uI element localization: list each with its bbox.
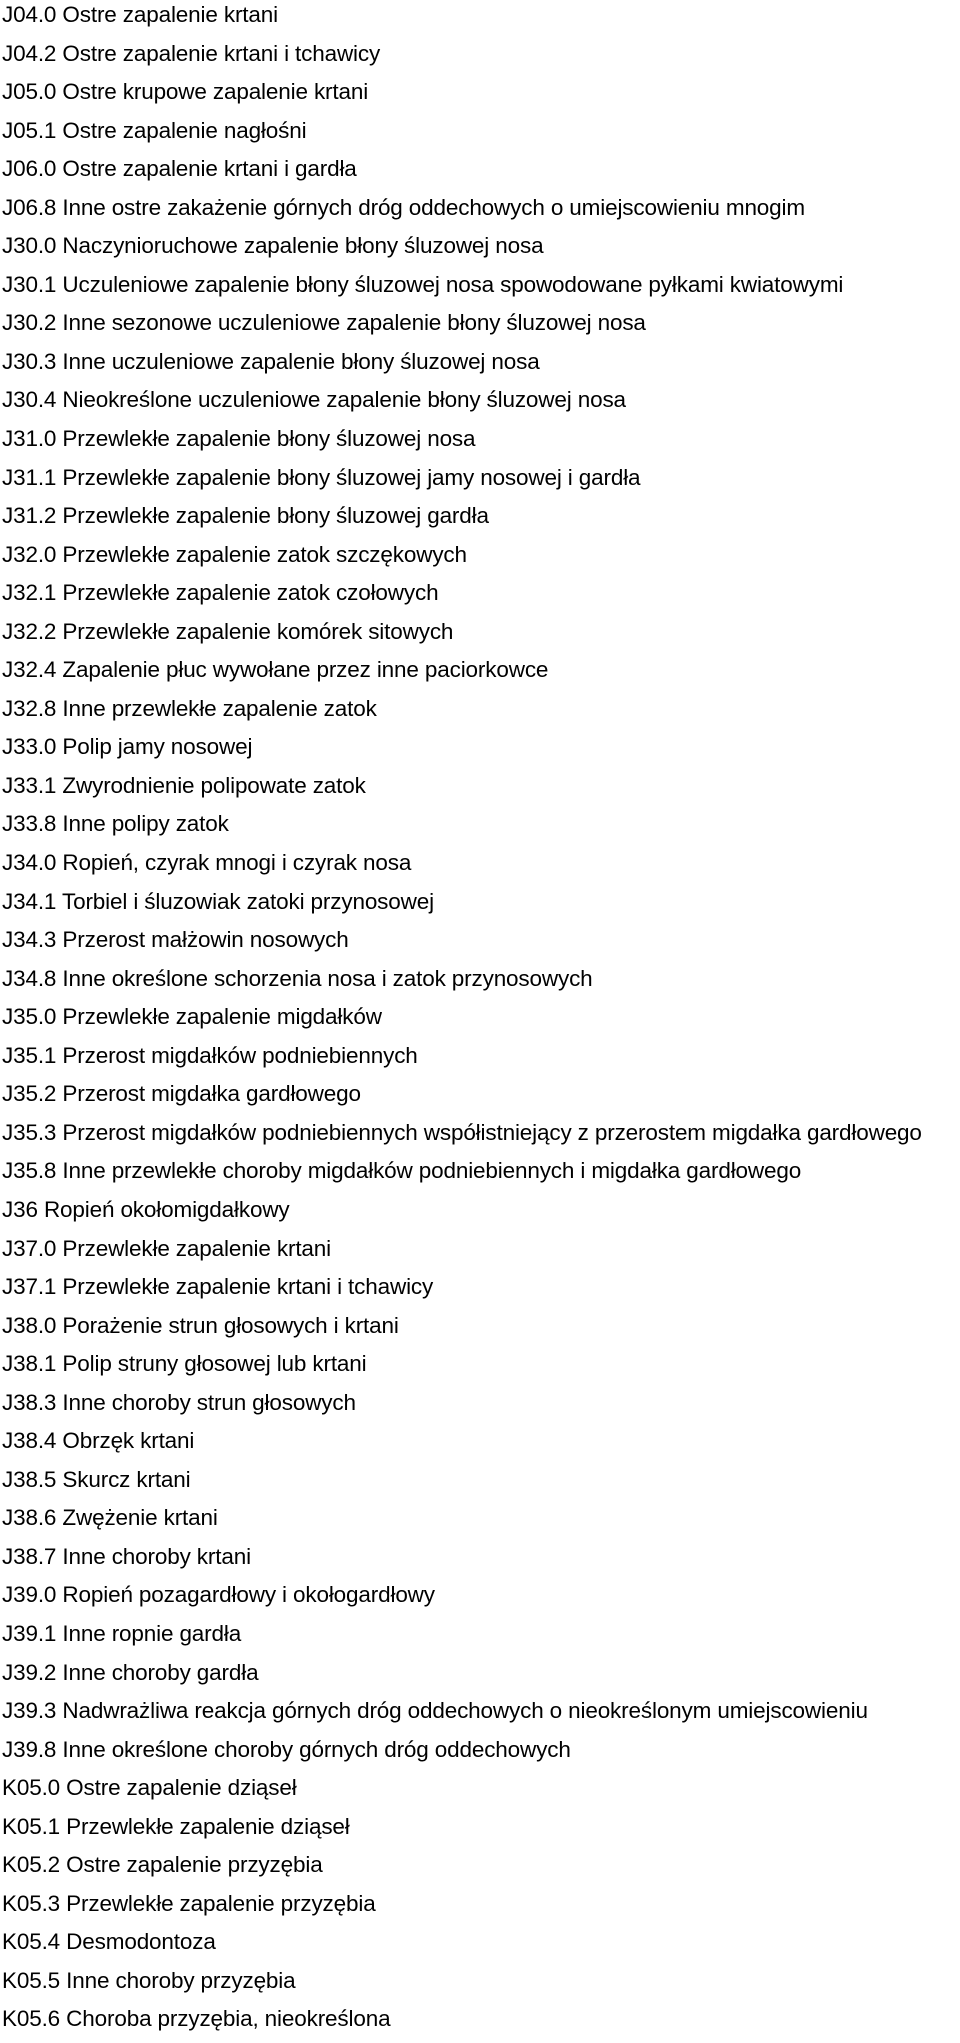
diagnosis-code: J33.1 [2,772,57,798]
diagnosis-description: Inne ropnie gardła [62,1620,242,1646]
diagnosis-code: J39.1 [2,1620,57,1646]
diagnosis-code: K05.0 [2,1775,61,1801]
diagnosis-description: Przerost małżowin nosowych [62,927,349,953]
list-item [2,887,958,926]
list-item [2,1388,958,1427]
diagnosis-code: J35.3 [2,1119,57,1145]
list-item [2,1311,958,1350]
diagnosis-code: J39.0 [2,1582,57,1608]
diagnosis-code: J31.2 [2,503,57,529]
diagnosis-description: Przerost migdałków podniebiennych współistniejący z przerostem migdałka gardłowego [62,1119,922,1145]
diagnosis-description: Przewlekłe zapalenie komórek sitowych [62,618,454,644]
list-item [2,848,958,887]
list-item [2,1658,958,1697]
diagnosis-code: J39.2 [2,1659,57,1685]
diagnosis-description: Przewlekłe zapalenie migdałków [62,1004,382,1030]
diagnosis-code: J34.8 [2,965,57,991]
diagnosis-description: Inne przewlekłe zapalenie zatok [62,695,377,721]
diagnosis-code: J31.0 [2,426,57,452]
diagnosis-description: Przewlekłe zapalenie błony śluzowej jamy nosowej i gardła [62,464,641,490]
diagnosis-description: Przewlekłe zapalenie zatok czołowych [62,580,439,606]
list-item [2,1465,958,1504]
list-item [2,1118,958,1157]
diagnosis-description: Ostre zapalenie dziąseł [66,1775,297,1801]
diagnosis-description: Choroba przyzębia, nieokreślona [66,2006,391,2032]
diagnosis-description: Zwężenie krtani [62,1505,218,1531]
diagnosis-code: J39.8 [2,1736,57,1762]
diagnosis-description: Inne choroby gardła [62,1659,259,1685]
diagnosis-code: J04.0 [2,2,57,27]
diagnosis-code: J33.0 [2,734,57,760]
diagnosis-code: J36 [2,1196,38,1222]
diagnosis-code: K05.1 [2,1813,61,1839]
diagnosis-description: Zapalenie płuc wywołane przez inne paciorkowce [62,657,549,683]
list-item [2,2004,958,2043]
list-item [2,1850,958,1889]
list-item [2,1041,958,1080]
list-item [2,1927,958,1966]
diagnosis-description: Przewlekłe zapalenie błony śluzowej gardła [62,503,489,529]
list-item [2,1966,958,2005]
diagnosis-code: J32.4 [2,657,57,683]
list-item [2,0,958,39]
diagnosis-code: K05.5 [2,1967,61,1993]
diagnosis-code: J35.0 [2,1004,57,1030]
diagnosis-code: J05.0 [2,79,57,105]
diagnosis-description: Ropień, czyrak mnogi i czyrak nosa [62,850,412,876]
list-item [2,1812,958,1851]
list-item [2,270,958,309]
diagnosis-code: J32.2 [2,618,57,644]
diagnosis-code: K05.4 [2,1929,61,1955]
diagnosis-description: Przerost migdałków podniebiennych [62,1042,418,1068]
list-item [2,578,958,617]
diagnosis-code: J33.8 [2,811,57,837]
list-item [2,694,958,733]
diagnosis-code: J34.0 [2,850,57,876]
diagnosis-code: J30.1 [2,271,57,297]
list-item [2,809,958,848]
list-item [2,655,958,694]
diagnosis-code: J37.0 [2,1235,57,1261]
diagnosis-description: Ostre zapalenie krtani i tchawicy [62,40,381,66]
diagnosis-code: J34.1 [2,888,57,914]
diagnosis-description: Ostre zapalenie nagłośni [62,117,307,143]
list-item [2,1542,958,1581]
list-item [2,1079,958,1118]
diagnosis-code: J30.0 [2,233,57,259]
diagnosis-description: Inne ostre zakażenie górnych dróg oddechowych o umiejscowieniu mnogim [62,194,805,220]
diagnosis-code: J32.1 [2,580,57,606]
list-item [2,617,958,656]
list-item [2,1349,958,1388]
diagnosis-code: J35.1 [2,1042,57,1068]
diagnosis-description: Przewlekłe zapalenie zatok szczękowych [62,541,467,567]
diagnosis-description: Ostre krupowe zapalenie krtani [62,79,369,105]
diagnosis-code: K05.2 [2,1852,61,1878]
list-item [2,1696,958,1735]
diagnosis-description: Inne polipy zatok [62,811,229,837]
diagnosis-code: K05.6 [2,2006,61,2032]
diagnosis-code: J31.1 [2,464,57,490]
diagnosis-description: Przewlekłe zapalenie krtani [62,1235,331,1261]
list-item [2,964,958,1003]
list-item [2,154,958,193]
diagnosis-description: Zwyrodnienie polipowate zatok [62,772,366,798]
diagnosis-description: Inne określone choroby górnych dróg oddechowych [62,1736,571,1762]
list-item [2,463,958,502]
list-item [2,308,958,347]
list-item [2,771,958,810]
list-item [2,1195,958,1234]
diagnosis-description: Ostre zapalenie przyzębia [66,1852,323,1878]
list-item [2,1580,958,1619]
list-item [2,39,958,78]
diagnosis-code: J35.8 [2,1158,57,1184]
diagnosis-code: J38.6 [2,1505,57,1531]
list-item [2,193,958,232]
diagnosis-description: Przewlekłe zapalenie dziąseł [66,1813,350,1839]
list-item [2,501,958,540]
diagnosis-description: Naczynioruchowe zapalenie błony śluzowej nosa [62,233,544,259]
diagnosis-code: J32.8 [2,695,57,721]
diagnosis-description: Ostre zapalenie krtani i gardła [62,156,357,182]
diagnosis-description: Desmodontoza [66,1929,216,1955]
diagnosis-description: Nieokreślone uczuleniowe zapalenie błony śluzowej nosa [62,387,626,413]
diagnosis-description: Ropień okołomigdałkowy [43,1196,290,1222]
diagnosis-code: J38.3 [2,1389,57,1415]
diagnosis-description: Przewlekłe zapalenie krtani i tchawicy [62,1274,434,1300]
list-item [2,116,958,155]
diagnosis-code-list [2,0,958,2043]
list-item [2,1002,958,1041]
list-item [2,385,958,424]
diagnosis-description: Przerost migdałka gardłowego [62,1081,361,1107]
list-item [2,925,958,964]
diagnosis-code: J04.2 [2,40,57,66]
diagnosis-description: Ropień pozagardłowy i okołogardłowy [62,1582,435,1608]
diagnosis-code: J30.3 [2,348,57,374]
diagnosis-code: J06.0 [2,156,57,182]
diagnosis-code: J38.5 [2,1466,57,1492]
diagnosis-code: J37.1 [2,1274,57,1300]
diagnosis-description: Przewlekłe zapalenie błony śluzowej nosa [62,426,476,452]
diagnosis-description: Inne choroby przyzębia [66,1967,296,1993]
diagnosis-description: Uczuleniowe zapalenie błony śluzowej nosa spowodowane pyłkami kwiatowymi [62,271,844,297]
diagnosis-description: Polip struny głosowej lub krtani [62,1351,367,1377]
diagnosis-description: Skurcz krtani [62,1466,191,1492]
list-item [2,424,958,463]
diagnosis-code: J38.1 [2,1351,57,1377]
diagnosis-description: Ostre zapalenie krtani [62,2,278,27]
diagnosis-description: Inne określone schorzenia nosa i zatok przynosowych [62,965,593,991]
diagnosis-description: Inne choroby strun głosowych [62,1389,356,1415]
diagnosis-description: Przewlekłe zapalenie przyzębia [66,1890,376,1916]
diagnosis-description: Obrzęk krtani [62,1428,195,1454]
diagnosis-description: Porażenie strun głosowych i krtani [62,1312,399,1338]
diagnosis-description: Polip jamy nosowej [62,734,253,760]
list-item [2,1773,958,1812]
diagnosis-code: K05.3 [2,1890,61,1916]
list-item [2,231,958,270]
list-item [2,1272,958,1311]
diagnosis-code: J38.7 [2,1543,57,1569]
diagnosis-description: Inne choroby krtani [62,1543,251,1569]
list-item [2,1503,958,1542]
diagnosis-code: J32.0 [2,541,57,567]
diagnosis-code: J34.3 [2,927,57,953]
diagnosis-description: Torbiel i śluzowiak zatoki przynosowej [62,888,434,914]
diagnosis-code: J38.4 [2,1428,57,1454]
diagnosis-description: Inne przewlekłe choroby migdałków podniebiennych i migdałka gardłowego [62,1158,802,1184]
diagnosis-code: J06.8 [2,194,57,220]
list-item [2,347,958,386]
diagnosis-code: J30.2 [2,310,57,336]
diagnosis-code: J30.4 [2,387,57,413]
list-item [2,732,958,771]
diagnosis-description: Nadwrażliwa reakcja górnych dróg oddechowych o nieokreślonym umiejscowieniu [62,1698,868,1724]
list-item [2,1234,958,1273]
list-item [2,1735,958,1774]
diagnosis-code: J05.1 [2,117,57,143]
list-item [2,77,958,116]
diagnosis-code: J35.2 [2,1081,57,1107]
list-item [2,540,958,579]
diagnosis-description: Inne uczuleniowe zapalenie błony śluzowej nosa [62,348,540,374]
list-item [2,1426,958,1465]
list-item [2,1889,958,1928]
diagnosis-code: J38.0 [2,1312,57,1338]
diagnosis-description: Inne sezonowe uczuleniowe zapalenie błony śluzowej nosa [62,310,646,336]
list-item [2,1619,958,1658]
diagnosis-code: J39.3 [2,1698,57,1724]
list-item [2,1156,958,1195]
